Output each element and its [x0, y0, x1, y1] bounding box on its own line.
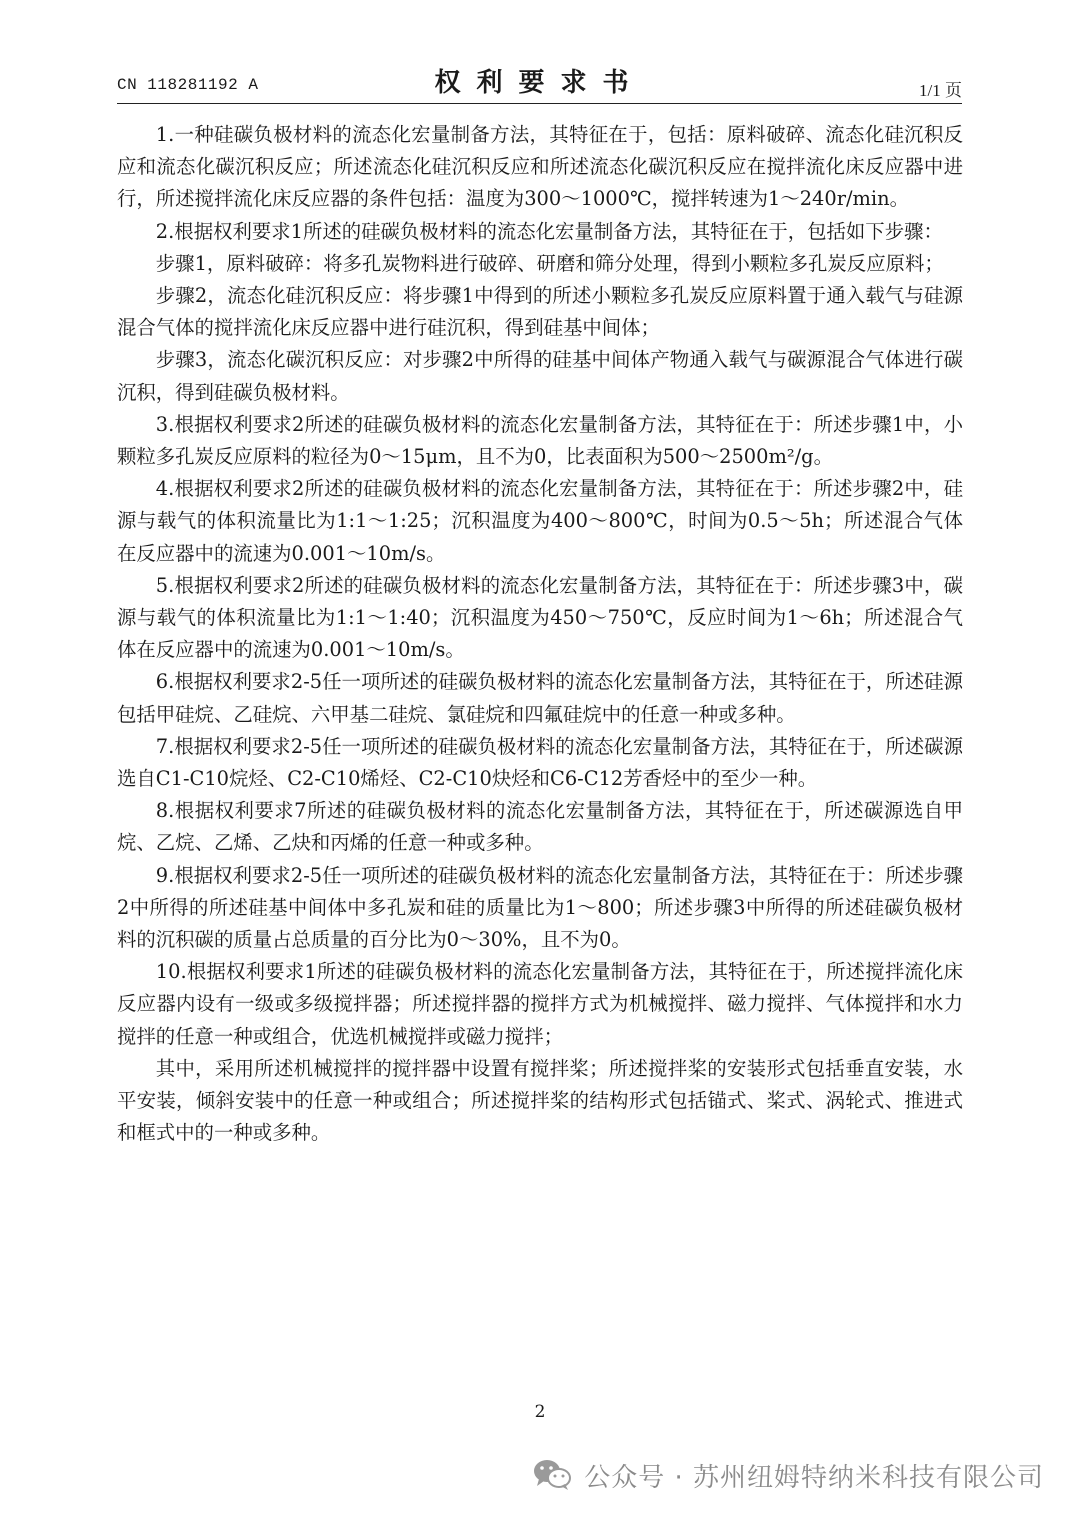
watermark-text: 公众号 · 苏州纽姆特纳米科技有限公司 [584, 1462, 1044, 1493]
claim-10-detail: 其中，采用所述机械搅拌的搅拌器中设置有搅拌桨；所述搅拌桨的安装形式包括垂直安装，水平安装，倾斜安装中的任意一种或组合；所述搅拌桨的结构形式包括锚式、桨式、涡轮式、推进式和框式中的一种或多种。 [117, 1056, 963, 1145]
claim-5: 5.根据权利要求2所述的硅碳负极材料的流态化宏量制备方法，其特征在于：所述步骤3中，碳源与载气的体积流量比为1:1～1:40；沉积温度为450～750℃，反应时间为1～6h；所述混合气体在反应器中的流速为0.001～10m/s。 [117, 573, 963, 662]
claim-3: 3.根据权利要求2所述的硅碳负极材料的流态化宏量制备方法，其特征在于：所述步骤1中，小颗粒多孔炭反应原料的粒径为0～15μm，且不为0，比表面积为500～2500m²/g。 [117, 412, 963, 469]
document-header [117, 62, 962, 102]
claim-2-step-3: 步骤3，流态化碳沉积反应：对步骤2中所得的硅基中间体产物通入载气与碳源混合气体进行碳沉积，得到硅碳负极材料。 [117, 348, 963, 404]
claim-7: 7.根据权利要求2-5任一项所述的硅碳负极材料的流态化宏量制备方法，其特征在于，所述碳源选自C1-C10烷烃、C2-C10烯烃、C2-C10炔烃和C6-C12芳香烃中的至少一种。 [117, 734, 963, 791]
watermark [532, 1453, 1044, 1497]
claim-8: 8.根据权利要求7所述的硅碳负极材料的流态化宏量制备方法，其特征在于，所述碳源选自甲烷、乙烷、乙烯、乙炔和丙烯的任意一种或多种。 [117, 799, 963, 855]
claim-9: 9.根据权利要求2-5任一项所述的硅碳负极材料的流态化宏量制备方法，其特征在于：所述步骤2中所得的所述硅基中间体中多孔炭和硅的质量比为1～800；所述步骤3中所得的所述硅碳负极材料的沉积碳的质量占总质量的百分比为0～30%，且不为0。 [117, 863, 963, 952]
claim-2: 2.根据权利要求1所述的硅碳负极材料的流态化宏量制备方法，其特征在于，包括如下步骤： [155, 219, 943, 243]
wechat-icon [532, 1457, 572, 1493]
claim-2-step-2: 步骤2，流态化硅沉积反应：将步骤1中得到的所述小颗粒多孔炭反应原料置于通入载气与硅源混合气体的搅拌流化床反应器中进行硅沉积，得到硅基中间体； [117, 284, 963, 340]
claims-body [117, 119, 963, 1150]
patent-number: CN 118281192 A [117, 76, 259, 94]
page-title: 权利要求书 [434, 68, 645, 98]
page-info: 1/1 页 [919, 81, 962, 100]
claim-6: 6.根据权利要求2-5任一项所述的硅碳负极材料的流态化宏量制备方法，其特征在于，所述硅源包括甲硅烷、乙硅烷、六甲基二硅烷、氯硅烷和四氟硅烷中的任意一种或多种。 [117, 670, 963, 726]
claim-4: 4.根据权利要求2所述的硅碳负极材料的流态化宏量制备方法，其特征在于：所述步骤2中，硅源与载气的体积流量比为1:1～1:25；沉积温度为400～800℃，时间为0.5～5h；所述混合气体在反应器中的流速为0.001～10m/s。 [117, 477, 963, 565]
header-divider [117, 103, 962, 104]
claim-2-step-1: 步骤1，原料破碎：将多孔炭物料进行破碎、研磨和筛分处理，得到小颗粒多孔炭反应原料； [155, 251, 944, 275]
page-number: 2 [534, 1402, 546, 1422]
claim-1: 1.一种硅碳负极材料的流态化宏量制备方法，其特征在于，包括：原料破碎、流态化硅沉积反应和流态化碳沉积反应；所述流态化硅沉积反应和所述流态化碳沉积反应在搅拌流化床反应器中进行，所述搅拌流化床反应器的条件包括：温度为300～1000℃，搅拌转速为1～240r/min。 [117, 123, 963, 211]
claim-10: 10.根据权利要求1所述的硅碳负极材料的流态化宏量制备方法，其特征在于，所述搅拌流化床反应器内设有一级或多级搅拌器；所述搅拌器的搅拌方式为机械搅拌、磁力搅拌、气体搅拌和水力搅拌的任意一种或组合，优选机械搅拌或磁力搅拌； [117, 960, 963, 1048]
